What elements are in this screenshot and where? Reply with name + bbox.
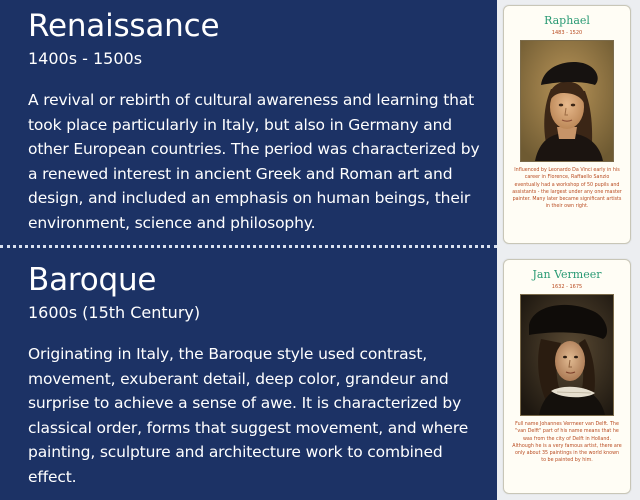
- period-description: A revival or rebirth of cultural awareness and learning that took place particularly in Italy, but also in Germany and other European countries. The period was characterized by a renewed interest in ancient Greek and Roman art and design, and included an emphasis on human beings, their environment, science and philosophy.: [28, 91, 480, 232]
- artist-name: Raphael: [544, 14, 590, 27]
- section-divider: [0, 245, 497, 248]
- artist-name: Jan Vermeer: [532, 268, 602, 281]
- period-dates: 1400s - 1500s: [28, 49, 143, 68]
- artist-years: 1483 - 1520: [551, 30, 583, 36]
- artist-years: 1632 - 1675: [551, 284, 583, 290]
- artist-blurb: Influenced by Leonardo Da Vinci early in his career in Florence, Raffaello Sanzio eventually had a workshop of 50 pupils and assistants - the largest under any one master painter. Many later became significant artists in their own right.: [512, 168, 622, 210]
- period-dates: 1600s (15th Century): [28, 303, 201, 322]
- vermeer-portrait-icon: [520, 294, 614, 416]
- period-section-baroque: [28, 262, 493, 489]
- artist-card-raphael: [503, 5, 631, 244]
- raphael-portrait-icon: [520, 40, 614, 162]
- period-section-renaissance: [28, 8, 493, 235]
- period-description: Originating in Italy, the Baroque style used contrast, movement, exuberant detail, deep color, grandeur and surprise to achieve a sense of awe. It is characterized by classical order, forms that suggest movement, and where painting, sculpture and architecture work to combined effect.: [28, 345, 469, 486]
- artist-card-vermeer: [503, 259, 631, 494]
- period-title: Renaissance: [28, 8, 220, 44]
- artist-blurb: Full name Johannes Vermeer van Delft. The "van Delft" part of his name means that he was from the city of Delft in Holland. Although he is a very famous artist, there are only about 35 paintings in the world known to be painted by him.: [512, 422, 622, 464]
- period-title: Baroque: [28, 262, 157, 298]
